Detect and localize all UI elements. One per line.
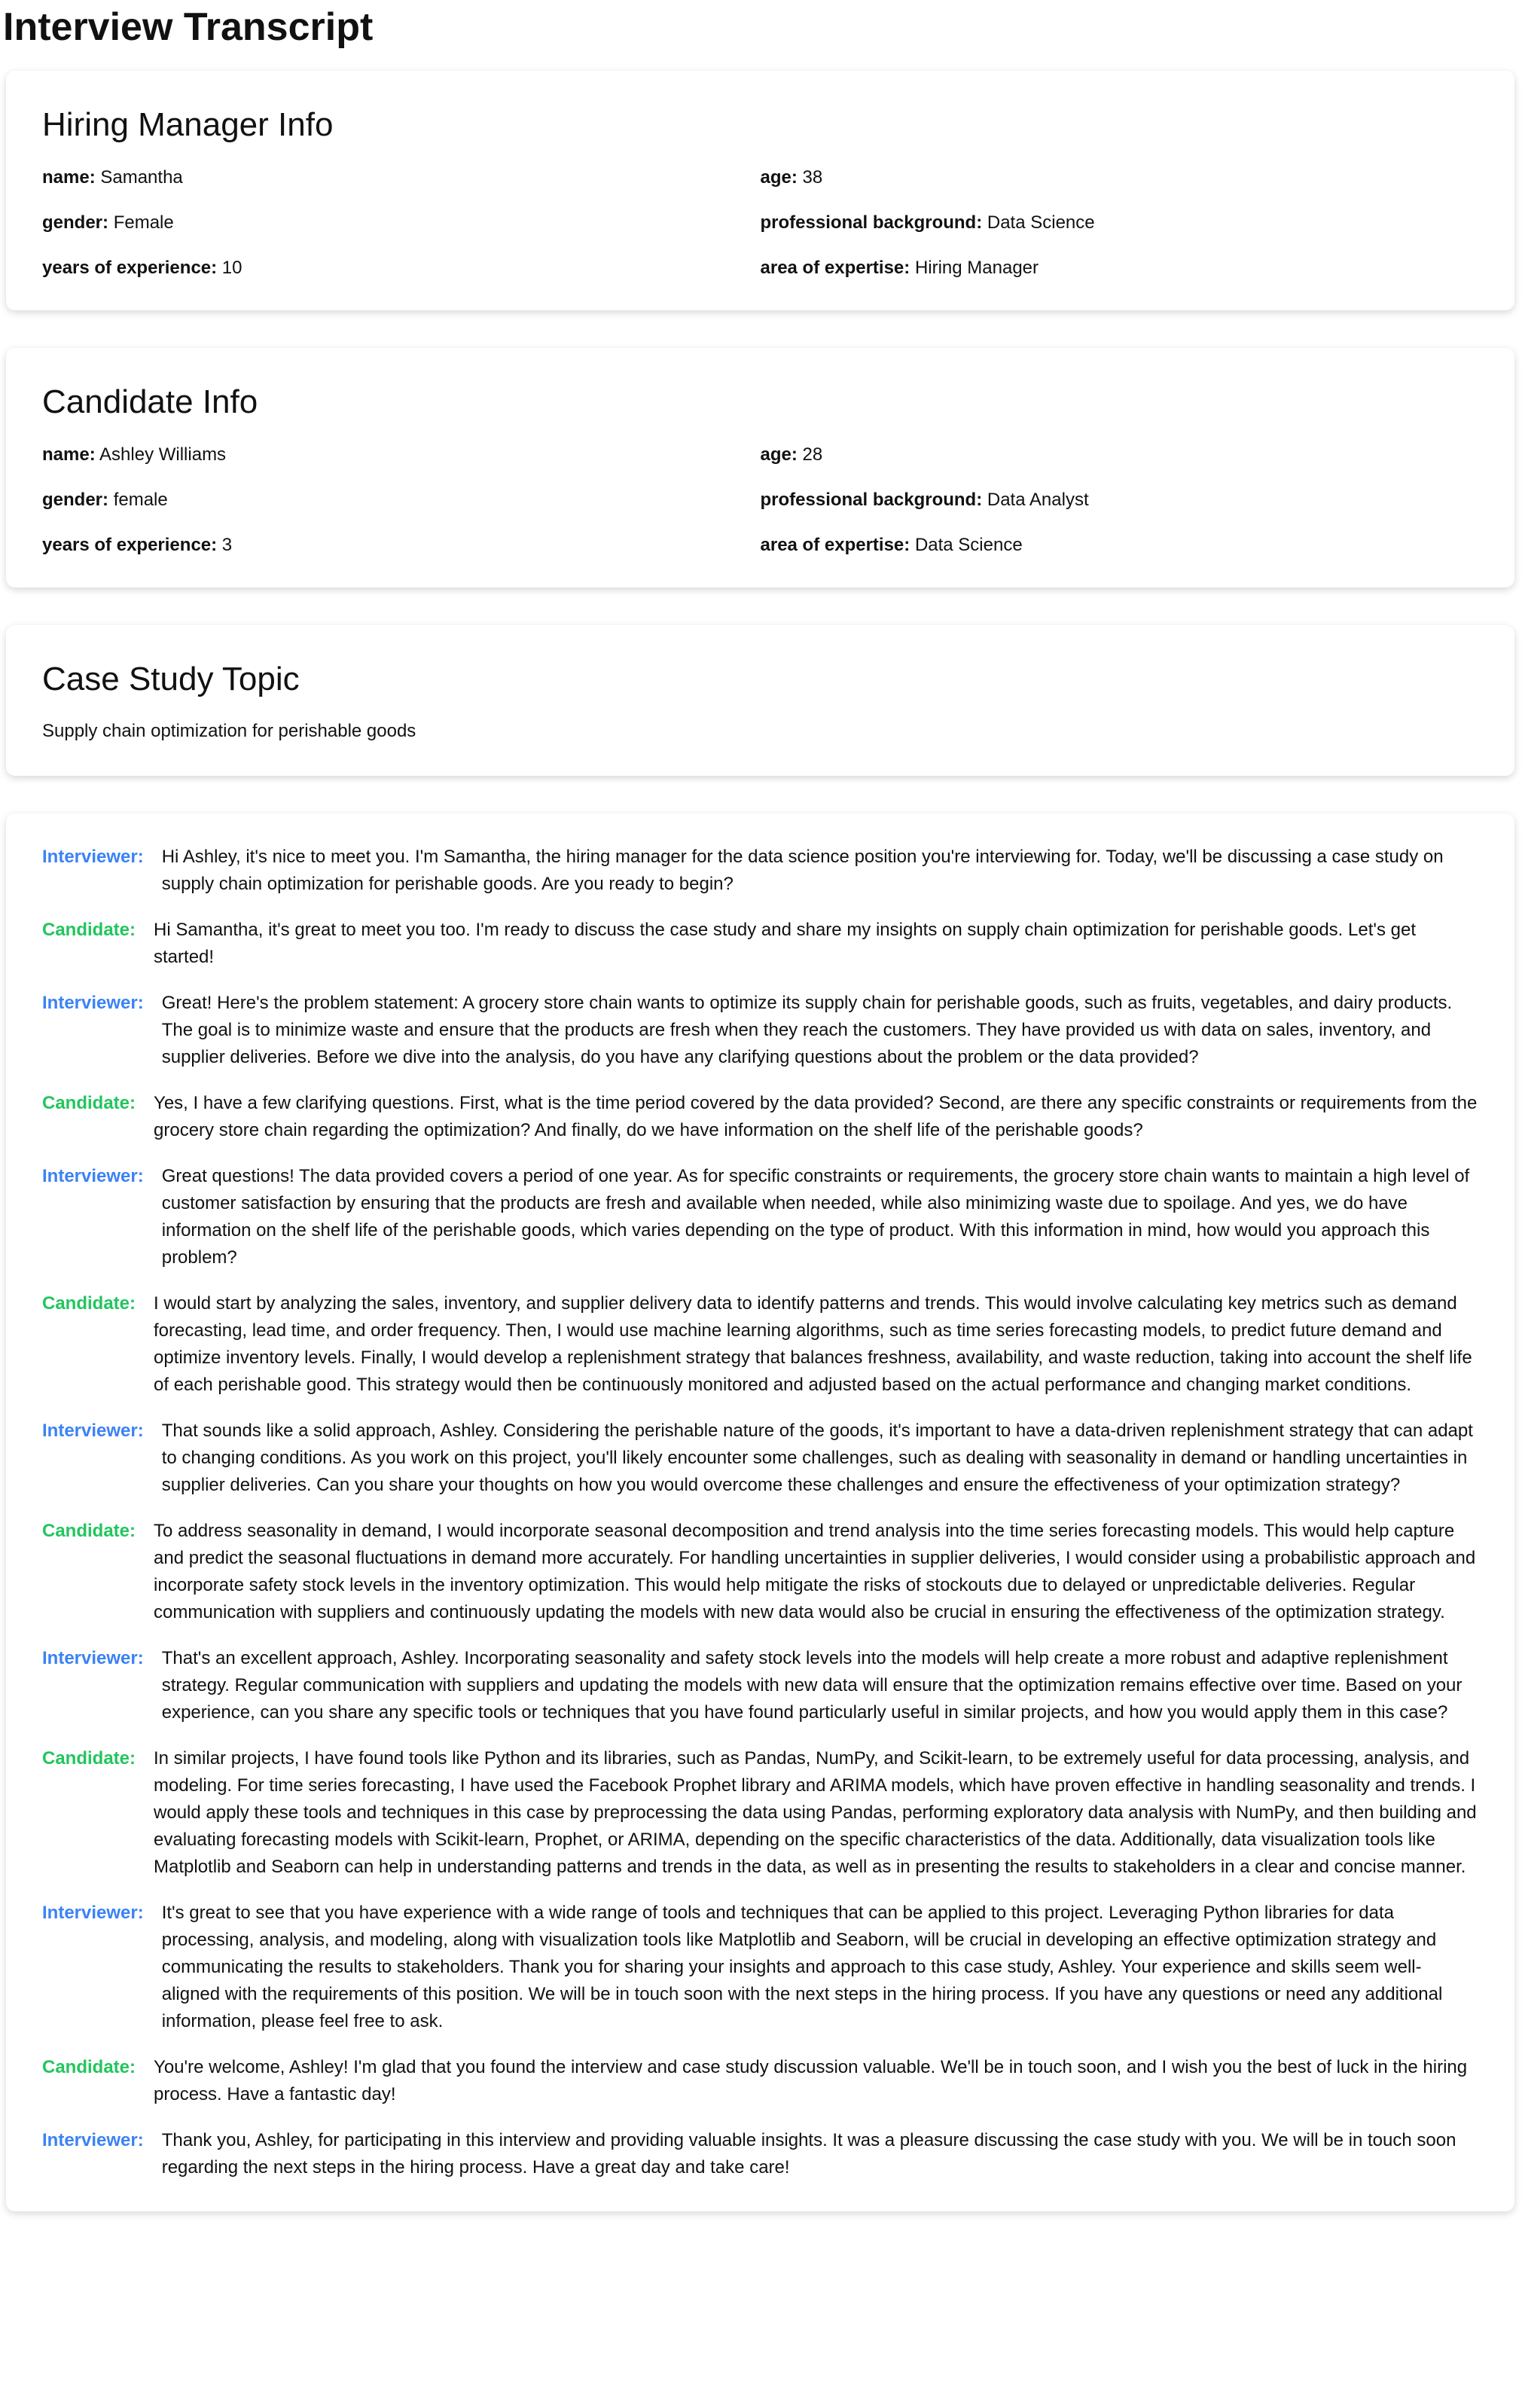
field-value: 10 bbox=[221, 258, 242, 278]
field bbox=[42, 169, 761, 187]
field-value: Data Science bbox=[987, 212, 1095, 233]
hiring-manager-fields bbox=[42, 169, 1478, 277]
page-title: Interview Transcript bbox=[3, 5, 374, 49]
field-value: Data Analyst bbox=[987, 490, 1089, 510]
message-text: That's an excellent approach, Ashley. Incorporating seasonality and safety stock levels into the models will help create a more robust and adaptive replenishment strategy. Regular communication with suppliers and updating the models with new data will ensure that the optimization remains effective over time. Based on your experience, can you share any specific tools or techniques that you have found particularly useful in similar projects, and how you would apply them in this case? bbox=[161, 1648, 1463, 1723]
field bbox=[42, 446, 761, 464]
field bbox=[761, 446, 1479, 464]
field bbox=[42, 214, 761, 232]
message-text: Hi Samantha, it's great to meet you too. I'm ready to discuss the case study and share my insights on supply chain optimization for perishable goods. Let's get started! bbox=[154, 920, 1416, 967]
transcript-message-interviewer bbox=[42, 1418, 1478, 1499]
field bbox=[761, 491, 1479, 509]
transcript-message-candidate bbox=[42, 1518, 1478, 1626]
field bbox=[42, 536, 761, 554]
speaker-label: Interviewer: bbox=[42, 1421, 144, 1441]
transcript-message-interviewer bbox=[42, 1163, 1478, 1271]
field-value: female bbox=[113, 490, 168, 510]
transcript-message-candidate bbox=[42, 1745, 1478, 1881]
field-value: Female bbox=[113, 212, 174, 233]
field bbox=[42, 491, 761, 509]
transcript-message-interviewer bbox=[42, 2127, 1478, 2181]
field-value: 38 bbox=[802, 167, 823, 188]
hiring-manager-heading: Hiring Manager Info bbox=[42, 106, 334, 143]
message-text: It's great to see that you have experience with a wide range of tools and techniques that can be applied to this project. Leveraging Python libraries for data processing, analysis, and modeling, along with visualization tools like Matplotlib and Seaborn, will be crucial in developing an effective optimization strategy and communicating the results to stakeholders. Thank you for sharing your insights and approach to this case study, Ashley. Your experience and skills seem well-aligned with the requirements of this position. We will be in touch soon with the next steps in the hiring process. If you have any questions or need any additional information, please feel free to ask. bbox=[161, 1903, 1443, 2031]
speaker-label: Interviewer: bbox=[42, 847, 144, 867]
field-label: age: bbox=[760, 444, 798, 465]
speaker-label: Candidate: bbox=[42, 1293, 136, 1314]
field-label: name: bbox=[42, 167, 96, 188]
field-label: area of expertise: bbox=[760, 535, 910, 555]
field-label: years of experience: bbox=[42, 535, 218, 555]
speaker-label: Interviewer: bbox=[42, 1903, 144, 1923]
message-text: That sounds like a solid approach, Ashley. Considering the perishable nature of the goods, it's important to have a data-driven replenishment strategy that can adapt to changing conditions. As you work on this project, you'll likely encounter some challenges, such as dealing with seasonality in demand or handling uncertainties in supplier deliveries. Can you share your thoughts on how you would overcome these challenges and ensure the effectiveness of your optimization strategy? bbox=[161, 1421, 1473, 1495]
field-value: Ashley Williams bbox=[99, 444, 227, 465]
transcript-message-candidate bbox=[42, 1090, 1478, 1144]
field bbox=[761, 169, 1479, 187]
transcript-message-candidate bbox=[42, 2054, 1478, 2108]
field bbox=[42, 259, 761, 277]
field-value: 3 bbox=[221, 535, 233, 555]
candidate-heading: Candidate Info bbox=[42, 383, 258, 420]
field-label: professional background: bbox=[760, 490, 983, 510]
speaker-label: Candidate: bbox=[42, 1521, 136, 1541]
candidate-card bbox=[6, 348, 1514, 588]
message-text: To address seasonality in demand, I would incorporate seasonal decomposition and trend analysis into the time series forecasting models. This would help capture and predict the seasonal fluctuations in demand more accurately. For handling uncertainties in supplier deliveries, I would consider using a probabilistic approach and incorporate safety stock levels in the inventory optimization. This would help mitigate the risks of stockouts due to delayed or unpredictable deliveries. Regular communication with suppliers and continuously updating the models with new data would also be crucial in ensuring the effectiveness of the optimization strategy. bbox=[154, 1521, 1476, 1622]
field-label: years of experience: bbox=[42, 258, 218, 278]
case-study-card bbox=[6, 625, 1514, 776]
speaker-label: Candidate: bbox=[42, 2057, 136, 2077]
transcript-card bbox=[6, 813, 1514, 2211]
hiring-manager-card bbox=[6, 71, 1514, 310]
message-text: Great questions! The data provided covers a period of one year. As for specific constraints or requirements, the grocery store chain wants to maintain a high level of customer satisfaction by ensuring that the products are fresh and available when needed, while also minimizing waste due to spoilage. And yes, we do have information on the shelf life of the perishable goods, which varies depending on the type of product. With this information in mind, how would you approach this problem? bbox=[161, 1166, 1470, 1268]
transcript-message-candidate bbox=[42, 1290, 1478, 1399]
transcript-message-interviewer bbox=[42, 990, 1478, 1071]
field-label: gender: bbox=[42, 212, 109, 233]
transcript-message-interviewer bbox=[42, 844, 1478, 898]
message-text: You're welcome, Ashley! I'm glad that you found the interview and case study discussion valuable. We'll be in touch soon, and I wish you the best of luck in the hiring process. Have a fantastic day! bbox=[154, 2057, 1468, 2104]
message-text: Hi Ashley, it's nice to meet you. I'm Samantha, the hiring manager for the data science position you're interviewing for. Today, we'll be discussing a case study on supply chain optimization for perishable goods. Are you ready to begin? bbox=[161, 847, 1444, 894]
field-label: professional background: bbox=[760, 212, 983, 233]
message-text: In similar projects, I have found tools like Python and its libraries, such as Pandas, NumPy, and Scikit-learn, to be extremely useful for data processing, analysis, and modeling. For time series forecasting, I have used the Facebook Prophet library and ARIMA models, which have proven effective in handling seasonality and trends. I would apply these tools and techniques in this case by preprocessing the data using Pandas, performing exploratory data analysis with NumPy, and then building and evaluating forecasting models with Scikit-learn, Prophet, or ARIMA, depending on the specific characteristics of the data. Additionally, data visualization tools like Matplotlib and Seaborn can help in understanding patterns and trends in the data, as well as in presenting the results to stakeholders in a clear and concise manner. bbox=[154, 1748, 1477, 1877]
field bbox=[761, 536, 1479, 554]
transcript-message-interviewer bbox=[42, 1645, 1478, 1726]
field bbox=[761, 214, 1479, 232]
speaker-label: Interviewer: bbox=[42, 2130, 144, 2150]
field-label: gender: bbox=[42, 490, 109, 510]
message-text: Great! Here's the problem statement: A grocery store chain wants to optimize its supply chain for perishable goods, such as fruits, vegetables, and dairy products. The goal is to minimize waste and ensure that the products are fresh when they reach the customers. They have provided us with data on sales, inventory, and supplier deliveries. Before we dive into the analysis, do you have any clarifying questions about the problem or the data provided? bbox=[161, 993, 1453, 1067]
speaker-label: Interviewer: bbox=[42, 1166, 144, 1186]
case-study-heading: Case Study Topic bbox=[42, 661, 300, 697]
field-value: Samantha bbox=[100, 167, 183, 188]
case-study-topic: Supply chain optimization for perishable goods bbox=[42, 721, 416, 741]
field-value: Data Science bbox=[914, 535, 1023, 555]
field bbox=[761, 259, 1479, 277]
transcript-message-candidate bbox=[42, 917, 1478, 971]
speaker-label: Candidate: bbox=[42, 1748, 136, 1769]
field-value: Hiring Manager bbox=[914, 258, 1039, 278]
transcript-message-interviewer bbox=[42, 1900, 1478, 2035]
speaker-label: Candidate: bbox=[42, 1093, 136, 1113]
field-value: 28 bbox=[802, 444, 823, 465]
speaker-label: Interviewer: bbox=[42, 993, 144, 1013]
candidate-fields bbox=[42, 446, 1478, 554]
message-text: Thank you, Ashley, for participating in this interview and providing valuable insights. It was a pleasure discussing the case study with you. We will be in touch soon regarding the next steps in the hiring process. Have a great day and take care! bbox=[161, 2130, 1456, 2178]
field-label: age: bbox=[760, 167, 798, 188]
speaker-label: Candidate: bbox=[42, 920, 136, 940]
field-label: name: bbox=[42, 444, 96, 465]
message-text: Yes, I have a few clarifying questions. First, what is the time period covered by the data provided? Second, are there any specific constraints or requirements from the grocery store chain regarding the optimization? And finally, do we have information on the shelf life of the perishable goods? bbox=[154, 1093, 1478, 1140]
speaker-label: Interviewer: bbox=[42, 1648, 144, 1668]
message-text: I would start by analyzing the sales, inventory, and supplier delivery data to identify patterns and trends. This would involve calculating key metrics such as demand forecasting, lead time, and order frequency. Then, I would use machine learning algorithms, such as time series forecasting models, to predict future demand and optimize inventory levels. Finally, I would develop a replenishment strategy that balances freshness, availability, and waste reduction, taking into account the shelf life of each perishable good. This strategy would then be continuously monitored and adjusted based on the actual performance and changing market conditions. bbox=[154, 1293, 1472, 1395]
field-label: area of expertise: bbox=[760, 258, 910, 278]
